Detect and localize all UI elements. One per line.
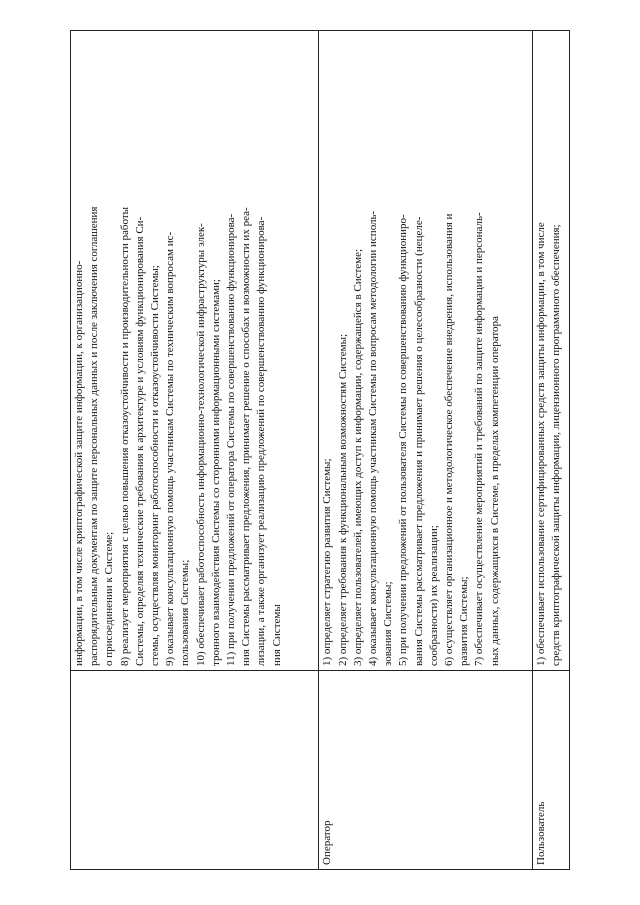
duty-text-line: 2) определяет требования к функциональным возможностям Системы;	[336, 333, 349, 666]
duty-text-line: 1) определяет стратегию развития Системы;	[321, 458, 334, 666]
duty-text-line: ния Системы рассматривает предложения, принимает решение о способах и возможности их реа-	[240, 207, 253, 666]
duty-text-line: 9) оказывает консультационную помощь участникам Системы по техническим вопросам ис-	[164, 231, 177, 666]
table-row	[532, 31, 569, 870]
duty-text-line: ния Системы	[270, 604, 283, 666]
duties-cell	[319, 31, 532, 671]
duty-text-line: средств криптографической защиты информации, лицензионного программного обеспечения;	[549, 224, 562, 666]
duties-cell	[532, 31, 569, 671]
duty-text-line: 6) осуществляет организационное и методологическое обеспечение внедрения, использования и	[442, 213, 455, 666]
duty-text-line: 1) обеспечивает использование сертифицированных средств защиты информации, в том числе	[534, 222, 547, 666]
duty-text-line: 5) при получении предложений от пользователя Системы по совершенствованию функциониро-	[397, 214, 410, 666]
role-cell	[532, 671, 569, 870]
table-row	[319, 31, 532, 870]
duty-text-line: о присоединении к Системе;	[103, 531, 116, 666]
duty-text-line: сообразности) их реализации;	[427, 525, 440, 666]
duty-text-line: 4) оказывает консультационную помощь участникам Системы по вопросам методологии исполь-	[366, 210, 379, 666]
duty-text-line: 7) обеспечивает осуществление мероприятий и требований по защите информации и персональ-	[473, 212, 486, 666]
duty-text-line: информации, в том числе криптографической защите информации, к организационно-	[73, 260, 85, 666]
duty-text-line: 8) реализует мероприятия с целью повышения отказоустойчивости и производительности работы	[118, 206, 131, 666]
duty-text-line: развития Системы;	[458, 576, 471, 666]
role-cell	[319, 671, 532, 870]
duty-text-line: 3) определяет пользователей, имеющих доступ к информации, содержащейся в Системе;	[351, 248, 364, 666]
table-row	[71, 31, 319, 870]
responsibilities-table	[70, 30, 570, 870]
duty-text-line: зования Системы;	[382, 581, 395, 666]
duty-text-line: Системы, определяя технические требования к архитектуре и условиям функционирования Си-	[133, 216, 146, 666]
duty-text-line: 10) обеспечивает работоспособность информационно-технологической инфраструктуры элек-	[194, 223, 207, 666]
duty-text-line: вания Системы рассматривает предложения и принимает решения о целесообразности (нецеле-	[412, 216, 425, 666]
role-label: Пользователь	[534, 801, 547, 865]
role-cell	[71, 671, 319, 870]
table-body	[71, 31, 570, 870]
rotated-table-container	[70, 30, 570, 870]
duty-text-line: лизации, а также организует реализацию предложений по совершенствованию функционирова-	[255, 216, 268, 666]
duty-text-line: тронного взаимодействия Системы со сторонними информационными системами;	[209, 279, 222, 666]
role-label: Оператор	[321, 820, 334, 865]
duties-cell	[71, 31, 319, 671]
duty-text-line: пользования Системы;	[179, 559, 192, 666]
duty-text-line: 11) при получении предложений от оператора Системы по совершенствованию функционирова-	[225, 213, 238, 666]
duty-text-line: распорядительным документам по защите персональных данных и после заключения соглашения	[88, 206, 101, 666]
duty-text-line: стемы, осуществляя мониторинг работоспособности и отказоустойчивости Системы;	[149, 265, 162, 666]
duty-text-line: ных данных, содержащихся в Системе, в пределах компетенции оператора	[488, 316, 501, 666]
